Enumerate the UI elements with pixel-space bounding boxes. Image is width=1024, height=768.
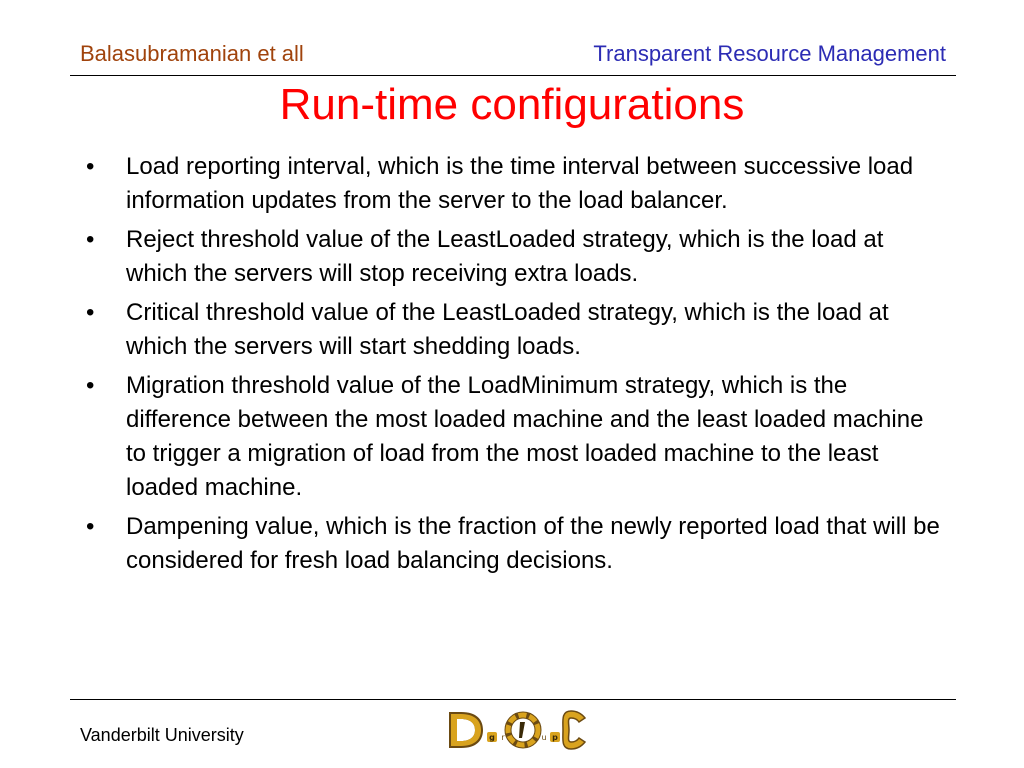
svg-text:p: p [552, 733, 558, 742]
header-topic: Transparent Resource Management [593, 41, 946, 66]
footer-institution: Vanderbilt University [80, 725, 244, 745]
bullet-text: Reject threshold value of the LeastLoaded strategy, which is the load at which the servers will stop receiving extra loads. [126, 226, 884, 287]
bullet-text: Migration threshold value of the LoadMinimum strategy, which is the difference between the most loaded machine and the least loaded machine to trigger a migration of load from the most loaded machine to the least loaded machine. [126, 372, 924, 501]
logo-letter-c [563, 711, 585, 749]
bullet-text: Critical threshold value of the LeastLoaded strategy, which is the load at which the servers will start shedding loads. [126, 299, 889, 360]
footer-divider [70, 699, 956, 700]
bullet-text: Load reporting interval, which is the time interval between successive load information updates from the server to the load balancer. [126, 153, 914, 214]
bullet-marker: • [86, 226, 95, 253]
svg-text:g: g [489, 733, 495, 742]
bullet-marker: • [86, 299, 95, 326]
bullet-item [86, 296, 946, 364]
bullet-item [86, 510, 946, 578]
header-divider [70, 75, 956, 76]
header-author: Balasubramanian et all [80, 41, 304, 66]
bullet-marker: • [86, 372, 95, 399]
slide-title: Run-time configurations [279, 80, 745, 129]
doc-group-logo [447, 708, 587, 752]
bullet-marker: • [86, 513, 95, 540]
bullet-item [86, 223, 946, 291]
bullet-text: Dampening value, which is the fraction of the newly reported load that will be considered for fresh load balancing decisions. [126, 513, 940, 574]
logo-letter-u: u [541, 733, 547, 742]
logo-letter-r: r [501, 733, 505, 742]
bullet-item [86, 150, 946, 218]
bullet-list [86, 150, 946, 583]
bullet-item [86, 369, 946, 505]
bullet-marker: • [86, 153, 95, 180]
